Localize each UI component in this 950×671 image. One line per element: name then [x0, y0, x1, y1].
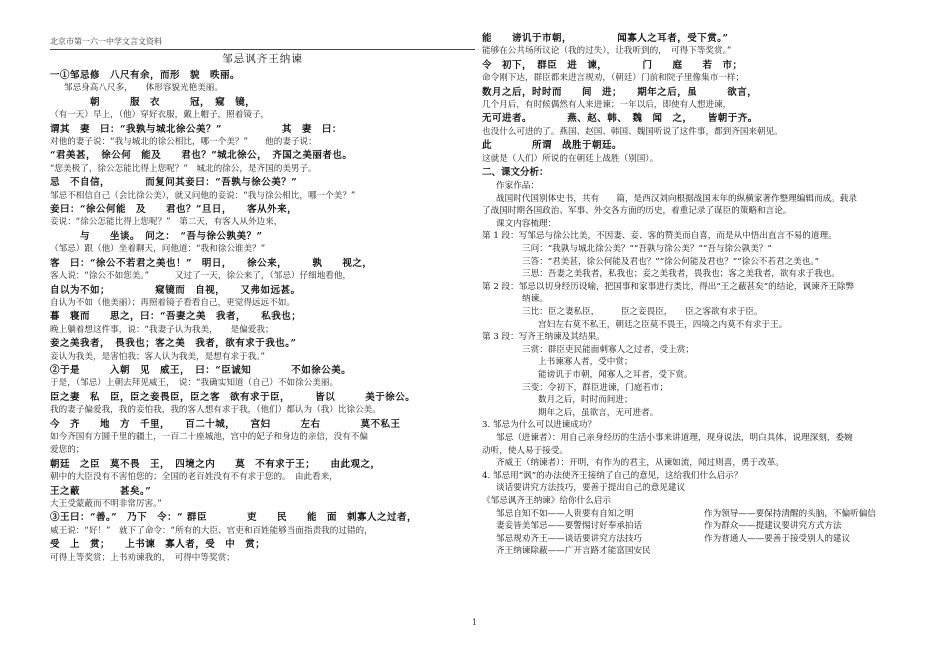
analysis-line: 《邹忌讽齐王纳谏》给你什么启示 — [482, 495, 611, 506]
enlightenment-left: 邹忌自知不如——人贵要有自知之明 — [496, 508, 634, 519]
text-line: 对他的妻子说：“我与城北的徐公相比，哪一个美？” 他的妻子说： — [50, 137, 317, 148]
text-line: 无可进者。 燕、赵、韩、 魏 闻 之， 皆朝于齐。 — [482, 113, 758, 125]
enlightenment-left: 邹忌规劝齐王——谈话要讲究方法技巧 — [496, 533, 643, 544]
text-line: 于是，（邹忌）上朝去拜见威王， 说：“我确实知道（自己）不如徐公美丽。 — [50, 378, 339, 389]
text-line: 一①邹忌修 八尺有余，而形 貌 昳丽。 — [50, 70, 241, 81]
analysis-line: 纳谏。 — [522, 294, 548, 305]
enlightenment-row — [482, 520, 902, 533]
analysis-line: 战国时代国别体史书，共有 篇，是西汉刘向根据战国末年的纵横家著作整理编辑而成。载录 — [496, 193, 857, 204]
enlightenment-row — [482, 533, 902, 546]
text-line: 客 曰：“徐公不若君之美也！” 明日， 徐公来， 孰 视之， — [50, 257, 373, 269]
text-line: 能够在公共场所议论（我的过失），让我听到的， 可得下等奖赏。” — [482, 46, 732, 57]
analysis-line: 3. 邹忌为什么可以进谏成功？ — [482, 420, 597, 431]
analysis-line: 动听，使人易于接受。 — [482, 445, 568, 456]
text-line: ②于是 入朝 见 威王， 曰：“臣诚知 不如徐公美。 — [50, 364, 352, 376]
analysis-line: 三赏：群臣吏民能面刺寡人之过者，受上赏； — [522, 344, 694, 355]
enlightenment-right: 作为领导——要保持清醒的头脑，不偏听偏信 — [704, 508, 876, 519]
text-line: 令 初下， 群臣 进 谏， 门 庭 若 市； — [482, 59, 743, 71]
text-line: 爱您的； — [50, 445, 85, 456]
text-line: 忌 不自信， 而复问其妾曰：“吾孰与徐公美？” — [50, 177, 298, 189]
left-column — [50, 50, 475, 610]
text-line: 妾说：“徐公怎能比得上您呢？” 第二天，有客人从外边来， — [50, 217, 283, 228]
text-line: 客人说：“徐公不如您美。” 又过了一天，徐公来了，（邹忌）仔细地看他， — [50, 271, 352, 282]
right-column — [482, 32, 902, 610]
text-line: 邹忌身高八尺多， 体形容貌光艳美丽。 — [64, 83, 223, 94]
text-line: （有一天）早上，（他）穿好衣服，戴上帽子，照着镜子， — [50, 110, 270, 121]
original-text-continued — [482, 32, 902, 166]
analysis-line: 期年之后，虽欲言，无可进者。 — [538, 407, 659, 418]
analysis-line: 三比：臣之妻私臣， 臣之妾畏臣， 臣之客欲有求于臣。 — [522, 307, 763, 317]
text-line: 可得上等奖赏；上书劝谏我的， 可得中等奖赏； — [50, 552, 235, 563]
text-line: 自以为不如； 窥镜而 自视， 又弗如远甚。 — [50, 284, 301, 296]
text-line: （邹忌）跟（他）坐着聊天，问他道：“我和徐公谁美？” — [50, 244, 266, 255]
page-number: 1 — [472, 618, 478, 627]
analysis-line: 齐威王（纳谏者）：开明，有作为的君主，从谏如流，闻过则喜，勇于改革。 — [496, 458, 784, 469]
text-analysis — [482, 180, 902, 507]
analysis-line: 上书谏寡人者，受中赏； — [538, 357, 633, 368]
analysis-line: 能谤讥于市朝，闻寡人之耳者，受下赏。 — [538, 369, 693, 380]
section-title: 二、课文分析： — [482, 167, 549, 179]
enlightenment-left: 齐王纳谏除蔽——广开言路才能富国安民 — [496, 546, 651, 557]
text-line: 朝中的大臣没有不害怕您的；全国的老百姓没有不有求于您的。 由此看来， — [50, 472, 338, 483]
enlightenment-list — [482, 508, 902, 558]
analysis-line: 了战国时期各国政治、军事、外交各方面的历史，着重记录了谋臣的策略和言论。 — [482, 206, 792, 217]
text-line: 也没什么可进的了。燕国、赵国、韩国、魏国听说了这件事，都到齐国来朝见。 — [482, 126, 783, 137]
text-line: 晚上躺着想这件事，说：“我妻子认为我美， 是偏爱我； — [50, 324, 274, 335]
enlightenment-row — [482, 545, 902, 558]
original-text-with-translation — [50, 69, 475, 565]
analysis-line: 第 1 段：写邹忌与徐公比美，不因妻、妾、客的赞美而自喜，而是从中悟出直言不易的道理。 — [482, 231, 837, 242]
text-line: 今 齐 地 方 千里， 百二十城， 宫妇 左右 莫不私王 — [50, 418, 401, 430]
text-line: “您美极了，徐公怎能比得上您呢？” 城北的徐公，是齐国的美男子。 — [50, 163, 317, 174]
enlightenment-right: 作为普通人——要善于接受别人的建议 — [704, 533, 851, 544]
text-line: 威王说：“好！” 就下了命令：“所有的大臣、官吏和百姓能够当面指责我的过错的， — [50, 525, 373, 536]
text-line: 能 谤讥于市朝， 闻寡人之耳者，受下赏。” — [482, 33, 729, 44]
text-line: ③王曰：“善。” 乃下 令：“ 群臣 吏 民 能 面 刺寡人之过者， — [50, 512, 417, 524]
analysis-line: 作家作品： — [496, 181, 539, 192]
text-line: 朝廷 之臣 莫不畏 王， 四境之内 莫 不有求于王； 由此观之， — [50, 458, 381, 470]
enlightenment-row — [482, 508, 902, 521]
text-line: “君美甚， 徐公何 能及 君也？”城北徐公， 齐国之美丽者也。 — [50, 150, 353, 162]
text-line: 妾认为我美，是害怕我；客人认为我美，是想有求于我。” — [50, 351, 265, 362]
text-line: 大王受蒙蔽而不明非常厉害。” — [50, 499, 162, 509]
text-line: 几个月后，有时候偶然有人来进谏；一年以后，即使有人想进谏， — [482, 100, 732, 111]
analysis-line: 第 2 段：邹忌以切身经历设喻，把国事和家事进行类比，得出“王之蔽甚矣”的结论，讽谏齐王除弊 — [482, 281, 855, 292]
analysis-line: 4. 邹忌用“讽”的办法使齐王接纳了自己的意见，这给我们什么启示？ — [482, 470, 743, 481]
text-line: 此 所谓 战胜于朝廷。 — [482, 140, 623, 152]
enlightenment-right: 作为群众——提建议要讲究方式方法 — [704, 521, 842, 532]
text-line: 邹忌不相信自己（会比徐公美），就又问他的妾说：“我与徐公相比，哪一个美？” — [50, 190, 356, 201]
text-line: 谓其 妻 曰：“我孰与城北徐公美？” 其 妻 曰： — [50, 123, 342, 135]
analysis-line: 数月之后，时时而间进； — [538, 395, 633, 406]
analysis-line: 宫妇左右莫不私王，朝廷之臣莫不畏王，四境之内莫不有求于王。 — [538, 319, 788, 330]
text-line: 与 坐谈。 问之： “吾与徐公孰美？” — [50, 230, 263, 242]
text-line: 这就是（人们）所说的在朝廷上战胜（别国）。 — [482, 153, 659, 164]
text-line: 我的妻子偏爱我，我的妾怕我，我的客人想有求于我，（他们）都认为（我）比徐公美。 — [50, 405, 381, 416]
text-line: 妾曰：“徐公何能 及 君也？”旦日， 客从外来， — [50, 204, 298, 216]
analysis-line: 三思：吾妻之美我者，私我也；妾之美我者，畏我也；客之美我者，欲有求于我也。 — [522, 269, 840, 280]
text-line: 暮 寝而 思之，曰：“吾妻之美 我者， 私我也； — [50, 311, 302, 323]
analysis-line: 课文内容梳理： — [496, 218, 557, 229]
enlightenment-left: 妻妾皆美邹忌——要警惕讨好奉承拍话 — [496, 521, 643, 532]
analysis-line: 第 3 段：写齐王纳谏及其结果。 — [482, 332, 605, 343]
text-line: 数月之后，时时而 间 进； 期年之后，虽 欲言， — [482, 86, 758, 98]
text-line: 朝 服 衣 冠， 窥 镜， — [50, 96, 256, 108]
text-line: 妾之美我者， 畏我也；客之美 我者，欲有求于我也。” — [50, 338, 297, 350]
text-line: 如今齐国有方圆千里的疆土，一百二十座城池，宫中的妃子和身边的亲信，没有不偏 — [50, 431, 368, 442]
text-line: 命令刚下达，群臣都来进言规劝，（朝廷）门前和院子里像集市一样； — [482, 73, 745, 84]
article-title: 邹忌讽齐王纳谏 — [222, 53, 303, 65]
analysis-line: 三答：“君美甚，徐公何能及君也？”“徐公何能及君也？”“徐公不若君之美也。” — [522, 256, 820, 267]
analysis-line: 三变：令初下，群臣进谏，门庭若市； — [522, 382, 669, 393]
text-line: 王之蔽 甚矣。” — [50, 485, 152, 497]
analysis-line: 三问：“我孰与城北徐公美？”“吾孰与徐公美？”“吾与徐公孰美？” — [522, 244, 772, 255]
text-line: 自认为不如（他美丽）；再照着镜子看看自己，更觉得远远不如。 — [50, 297, 295, 308]
page-header: 北京市第一六一中学文言文资料 — [50, 36, 475, 50]
analysis-line: 邹忌（进谏者）：用自己亲身经历的生活小事来讲道理，现身说法，明白具体，说理深刻，委婉 — [496, 432, 853, 443]
text-line: 受 上 赏； 上书谏 寡人者，受 中 赏； — [50, 539, 266, 551]
text-line: 臣之妻 私 臣，臣之妾畏臣，臣之客 欲有求于臣， 皆以 美于徐公。 — [50, 391, 416, 403]
analysis-line: 谈话要讲究方法技巧，要善于提出自己的意见建议 — [496, 483, 686, 494]
